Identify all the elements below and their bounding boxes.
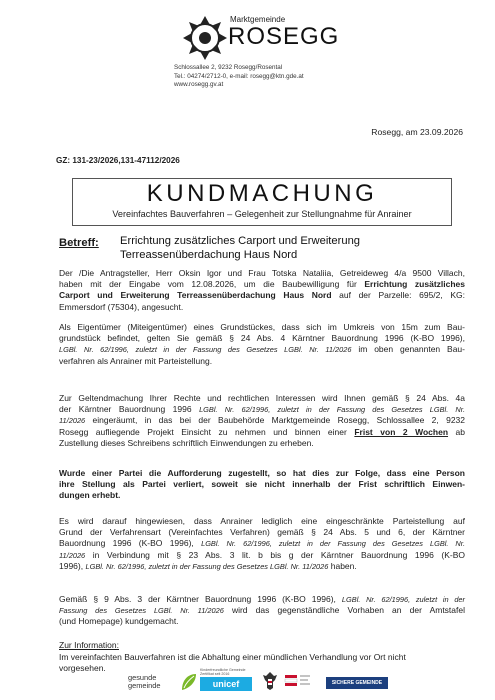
text-line <box>59 279 465 290</box>
paragraph-warning <box>59 468 465 502</box>
crest-icon <box>183 14 227 62</box>
address-block <box>174 64 334 90</box>
project-name-bold: Carport und Erweiterung Terreassenüberdachung Haus Nord <box>59 290 332 301</box>
law-citation: LGBl. Nr. 62/1996, zuletzt in der Fassung des Gesetzes LGBl. Nr. 11/2026 <box>85 561 329 571</box>
municipality-type: Marktgemeinde <box>230 15 286 24</box>
partner-emblem-icon <box>283 670 313 692</box>
text-run: 1996), <box>59 560 86 571</box>
law-citation: 11/2026 <box>59 416 86 426</box>
paragraph-rights <box>59 393 465 449</box>
text-run: Rosegg aufliegende Projekt Einsicht zu nehmen und binnen einer <box>59 426 355 437</box>
contact-line: Tel.: 04274/2712-0, e-mail: rosegg@ktn.gde.at <box>174 72 304 80</box>
text-line: Zustellung dieses Schreibens schriftlich Einwendungen zu erheben. <box>59 437 314 448</box>
text-line: Wurde einer Partei die Aufforderung zugestellt, so hat dies zur Folge, dass eine Person <box>59 468 465 478</box>
eagle-emblem <box>262 670 280 698</box>
text-line <box>59 594 465 605</box>
text-line: (und Homepage) kundgemacht. <box>59 616 179 627</box>
date-line: Rosegg, am 23.09.2026 <box>371 127 463 137</box>
text-line: grundstück befindet, gelten Sie gemäß § 24 Abs. 4 Kärntner Bauordnung 1996 (K-BO 1996), <box>59 333 465 344</box>
website-line: www.rosegg.gv.at <box>174 81 224 89</box>
text-line <box>59 290 465 301</box>
law-citation: LGBl. Nr. 62/1996, zuletzt in der Fassung des Gesetzes LGBl. Nr. <box>199 405 466 415</box>
deadline-highlight: Frist von 2 Wochen <box>354 426 449 437</box>
municipality-logo <box>183 14 340 66</box>
title-box <box>72 178 452 226</box>
text-line: verfahren als Anrainer mit Parteistellung. <box>59 355 213 366</box>
logo-text: gemeinde <box>128 681 161 691</box>
partner-logo <box>283 670 323 698</box>
law-citation: Fassung des Gesetzes LGBl. Nr. 11/2026 <box>59 606 224 616</box>
text-run: haben mit der Eingabe vom 12.08.2026, um die Baubewilligung für <box>59 279 365 290</box>
text-line <box>59 427 465 438</box>
paragraph-owner <box>59 322 465 367</box>
reference-number: GZ: 131-23/2026,131-47112/2026 <box>56 156 180 165</box>
paragraph-applicants <box>59 268 465 313</box>
subject-text <box>120 235 450 262</box>
text-line: ihre Stellung als Partei verliert, soweit sie nicht innerhalb der Frist schriftlich Einwen- <box>59 479 465 490</box>
text-line: Es wird darauf hingewiesen, dass Anrainer lediglich eine eingeschränkte Parteistellung auf <box>59 516 465 526</box>
text-run: in Verbindung mit § 23 Abs. 3 lit. b bis g der Kärntner Bauordnung 1996 (K-BO <box>85 549 465 560</box>
law-citation: 11/2026 <box>59 550 86 560</box>
logo-caption: Zertifikat seit 2016 <box>200 672 230 677</box>
text-line: dungen erhebt. <box>59 490 121 501</box>
municipality-name: ROSEGG <box>228 23 340 50</box>
text-line <box>59 538 465 549</box>
text-run: auf der Parzelle: 695/2, KG: <box>331 290 465 301</box>
subject-label: Betreff: <box>59 237 99 249</box>
sichere-gemeinde-label: SICHERE GEMEINDE <box>326 677 388 689</box>
text-run: eingeräumt, in das bei der Baubehörde Marktgemeinde Rosegg, Schlossallee 2, 9232 <box>85 415 465 426</box>
eagle-icon <box>262 670 278 692</box>
law-citation: LGBl. Nr. 62/1996, zuletzt in der Fassung des Gesetzes LGBl. Nr. <box>201 539 465 549</box>
text-line: Zur Geltendmachung Ihrer Rechte und rechtlichen Interessen wird Ihnen gemäß § 24 Abs. 4a <box>59 393 465 403</box>
subject-line: Terreassenüberdachung Haus Nord <box>120 248 298 261</box>
text-line <box>59 404 465 415</box>
text-run: der Kärntner Bauordnung 1996 <box>59 404 200 415</box>
leaf-icon <box>180 672 198 692</box>
text-line <box>59 344 465 355</box>
text-line <box>59 605 465 616</box>
text-line: Emmersdorf (75304), angesucht. <box>59 301 184 312</box>
address-line: Schlossallee 2, 9232 Rosegg/Rosental <box>174 64 283 71</box>
law-citation: LGBl. Nr. 62/1996, zuletzt in der Fassung des Gesetzes LGBl. Nr. 11/2026 <box>59 345 352 355</box>
text-line: Als Eigentümer (Miteigentümer) eines Grundstückes, dass sich im Umkreis von 15m zum Bau- <box>59 322 465 332</box>
document-subtitle: Vereinfachtes Bauverfahren – Gelegenheit zur Stellungnahme für Anrainer <box>112 209 412 219</box>
logo-caption: Kinderfreundliche Gemeinde <box>200 668 246 672</box>
paragraph-publication <box>59 594 465 628</box>
text-line <box>59 550 465 561</box>
text-run: Gemäß § 9 Abs. 3 der Kärntner Bauordnung 1996 (K-BO 1996), <box>59 594 342 604</box>
unicef-logo <box>200 670 260 698</box>
sichere-gemeinde-logo <box>326 670 390 698</box>
text-run: im oben genannten Bau- <box>351 344 465 355</box>
text-run: Bauordnung 1996 (K-BO 1996), <box>59 538 202 549</box>
text-run: wird das gegenständliche Vorhaben an der Amtstafel <box>223 605 465 616</box>
text-line <box>59 415 465 426</box>
paragraph-limited-standing <box>59 516 465 572</box>
text-line: Im vereinfachten Bauverfahren ist die Abhaltung einer mündlichen Verhandlung vor Ort nicht <box>59 652 406 662</box>
law-citation: LGBl. Nr. 62/1996, zuletzt in der <box>341 595 465 604</box>
project-name-bold: Errichtung zusätzliches <box>364 279 465 290</box>
subject-line: Errichtung zusätzliches Carport und Erweiterung <box>120 235 361 247</box>
logo-text: gesunde <box>128 673 157 682</box>
text-run: ab <box>448 426 465 437</box>
text-line: Der /Die Antragsteller, Herr Oksin Igor und Frau Totska Nataliia, Getreideweg 4/a 9500 Villach, <box>59 268 465 278</box>
unicef-label: unicef <box>200 677 252 691</box>
text-line: vorgesehen. <box>59 663 106 674</box>
text-line: Grund der Verfahrensart (Vereinfachtes Verfahren) gemäß § 24 Abs. 5 und 6, der Kärntner <box>59 527 465 538</box>
text-run: haben. <box>328 560 357 571</box>
text-line <box>59 561 465 572</box>
information-heading: Zur Information: <box>59 640 119 650</box>
document-title: KUNDMACHUNG <box>146 180 378 207</box>
